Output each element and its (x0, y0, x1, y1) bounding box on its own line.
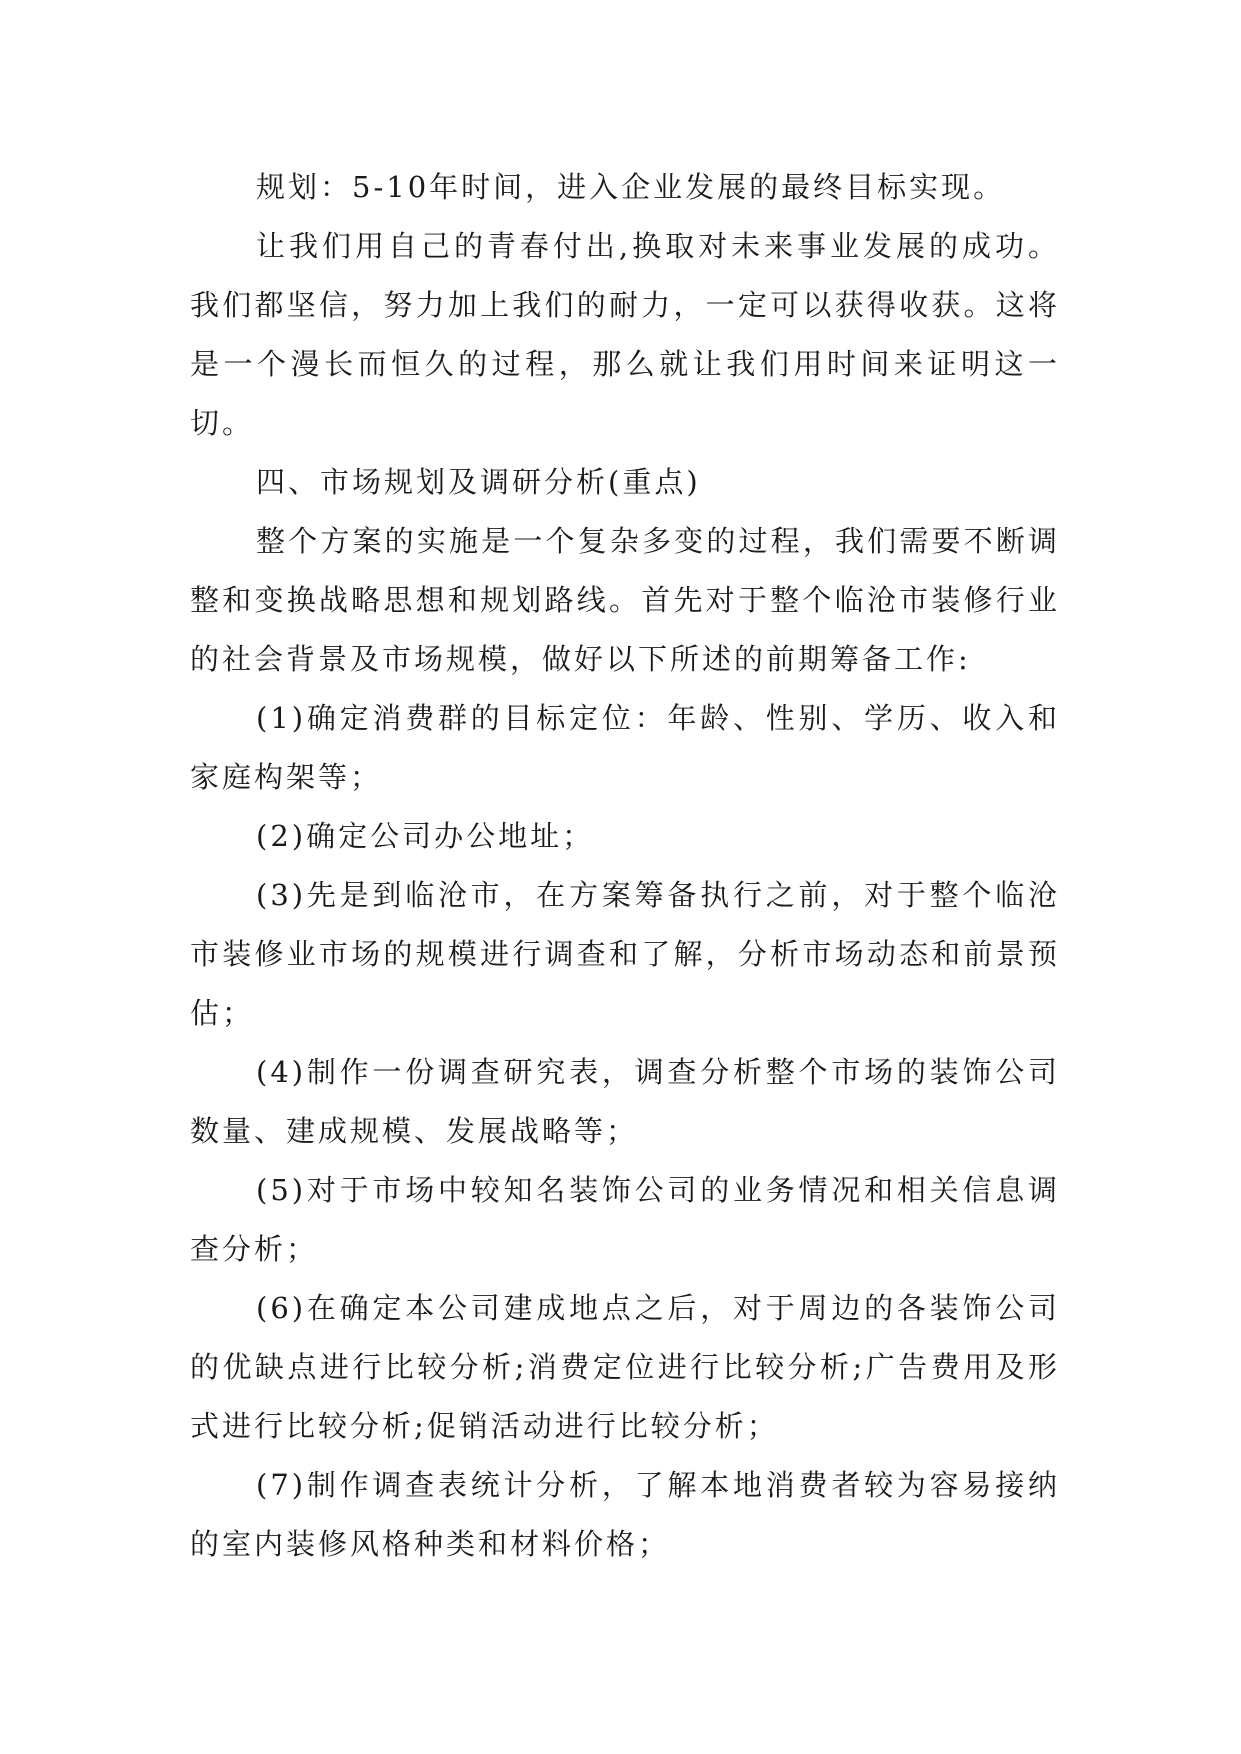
list-item-6: (6)在确定本公司建成地点之后，对于周边的各装饰公司的优缺点进行比较分析;消费定位进行比较分析;广告费用及形式进行比较分析;促销活动进行比较分析； (190, 1291, 1060, 1443)
list-item-3: (3)先是到临沧市，在方案筹备执行之前，对于整个临沧市装修业市场的规模进行调查和了解，分析市场动态和前景预估； (190, 878, 1060, 1030)
document-body (190, 158, 1060, 1574)
section-heading-market: 四、市场规划及调研分析(重点) (256, 465, 701, 499)
list-item-5: (5)对于市场中较知名装饰公司的业务情况和相关信息调查分析； (190, 1173, 1060, 1266)
list-item-1: (1)确定消费群的目标定位：年龄、性别、学历、收入和家庭构架等； (190, 701, 1060, 794)
list-item-2: (2)确定公司办公地址； (256, 819, 595, 853)
paragraph-implementation: 整个方案的实施是一个复杂多变的过程，我们需要不断调整和变换战略思想和规划路线。首先对于整个临沧市装修行业的社会背景及市场规模，做好以下所述的前期筹备工作: (190, 524, 1060, 676)
list-item-7: (7)制作调查表统计分析，了解本地消费者较为容易接纳的室内装修风格种类和材料价格； (190, 1468, 1060, 1561)
list-item-4: (4)制作一份调查研究表，调查分析整个市场的装饰公司数量、建成规模、发展战略等； (190, 1055, 1060, 1148)
paragraph-youth: 让我们用自己的青春付出,换取对未来事业发展的成功。我们都坚信，努力加上我们的耐力，一定可以获得收获。这将是一个漫长而恒久的过程，那么就让我们用时间来证明这一切。 (190, 229, 1060, 440)
paragraph-planning: 规划：5-10年时间，进入企业发展的最终目标实现。 (256, 170, 1006, 204)
